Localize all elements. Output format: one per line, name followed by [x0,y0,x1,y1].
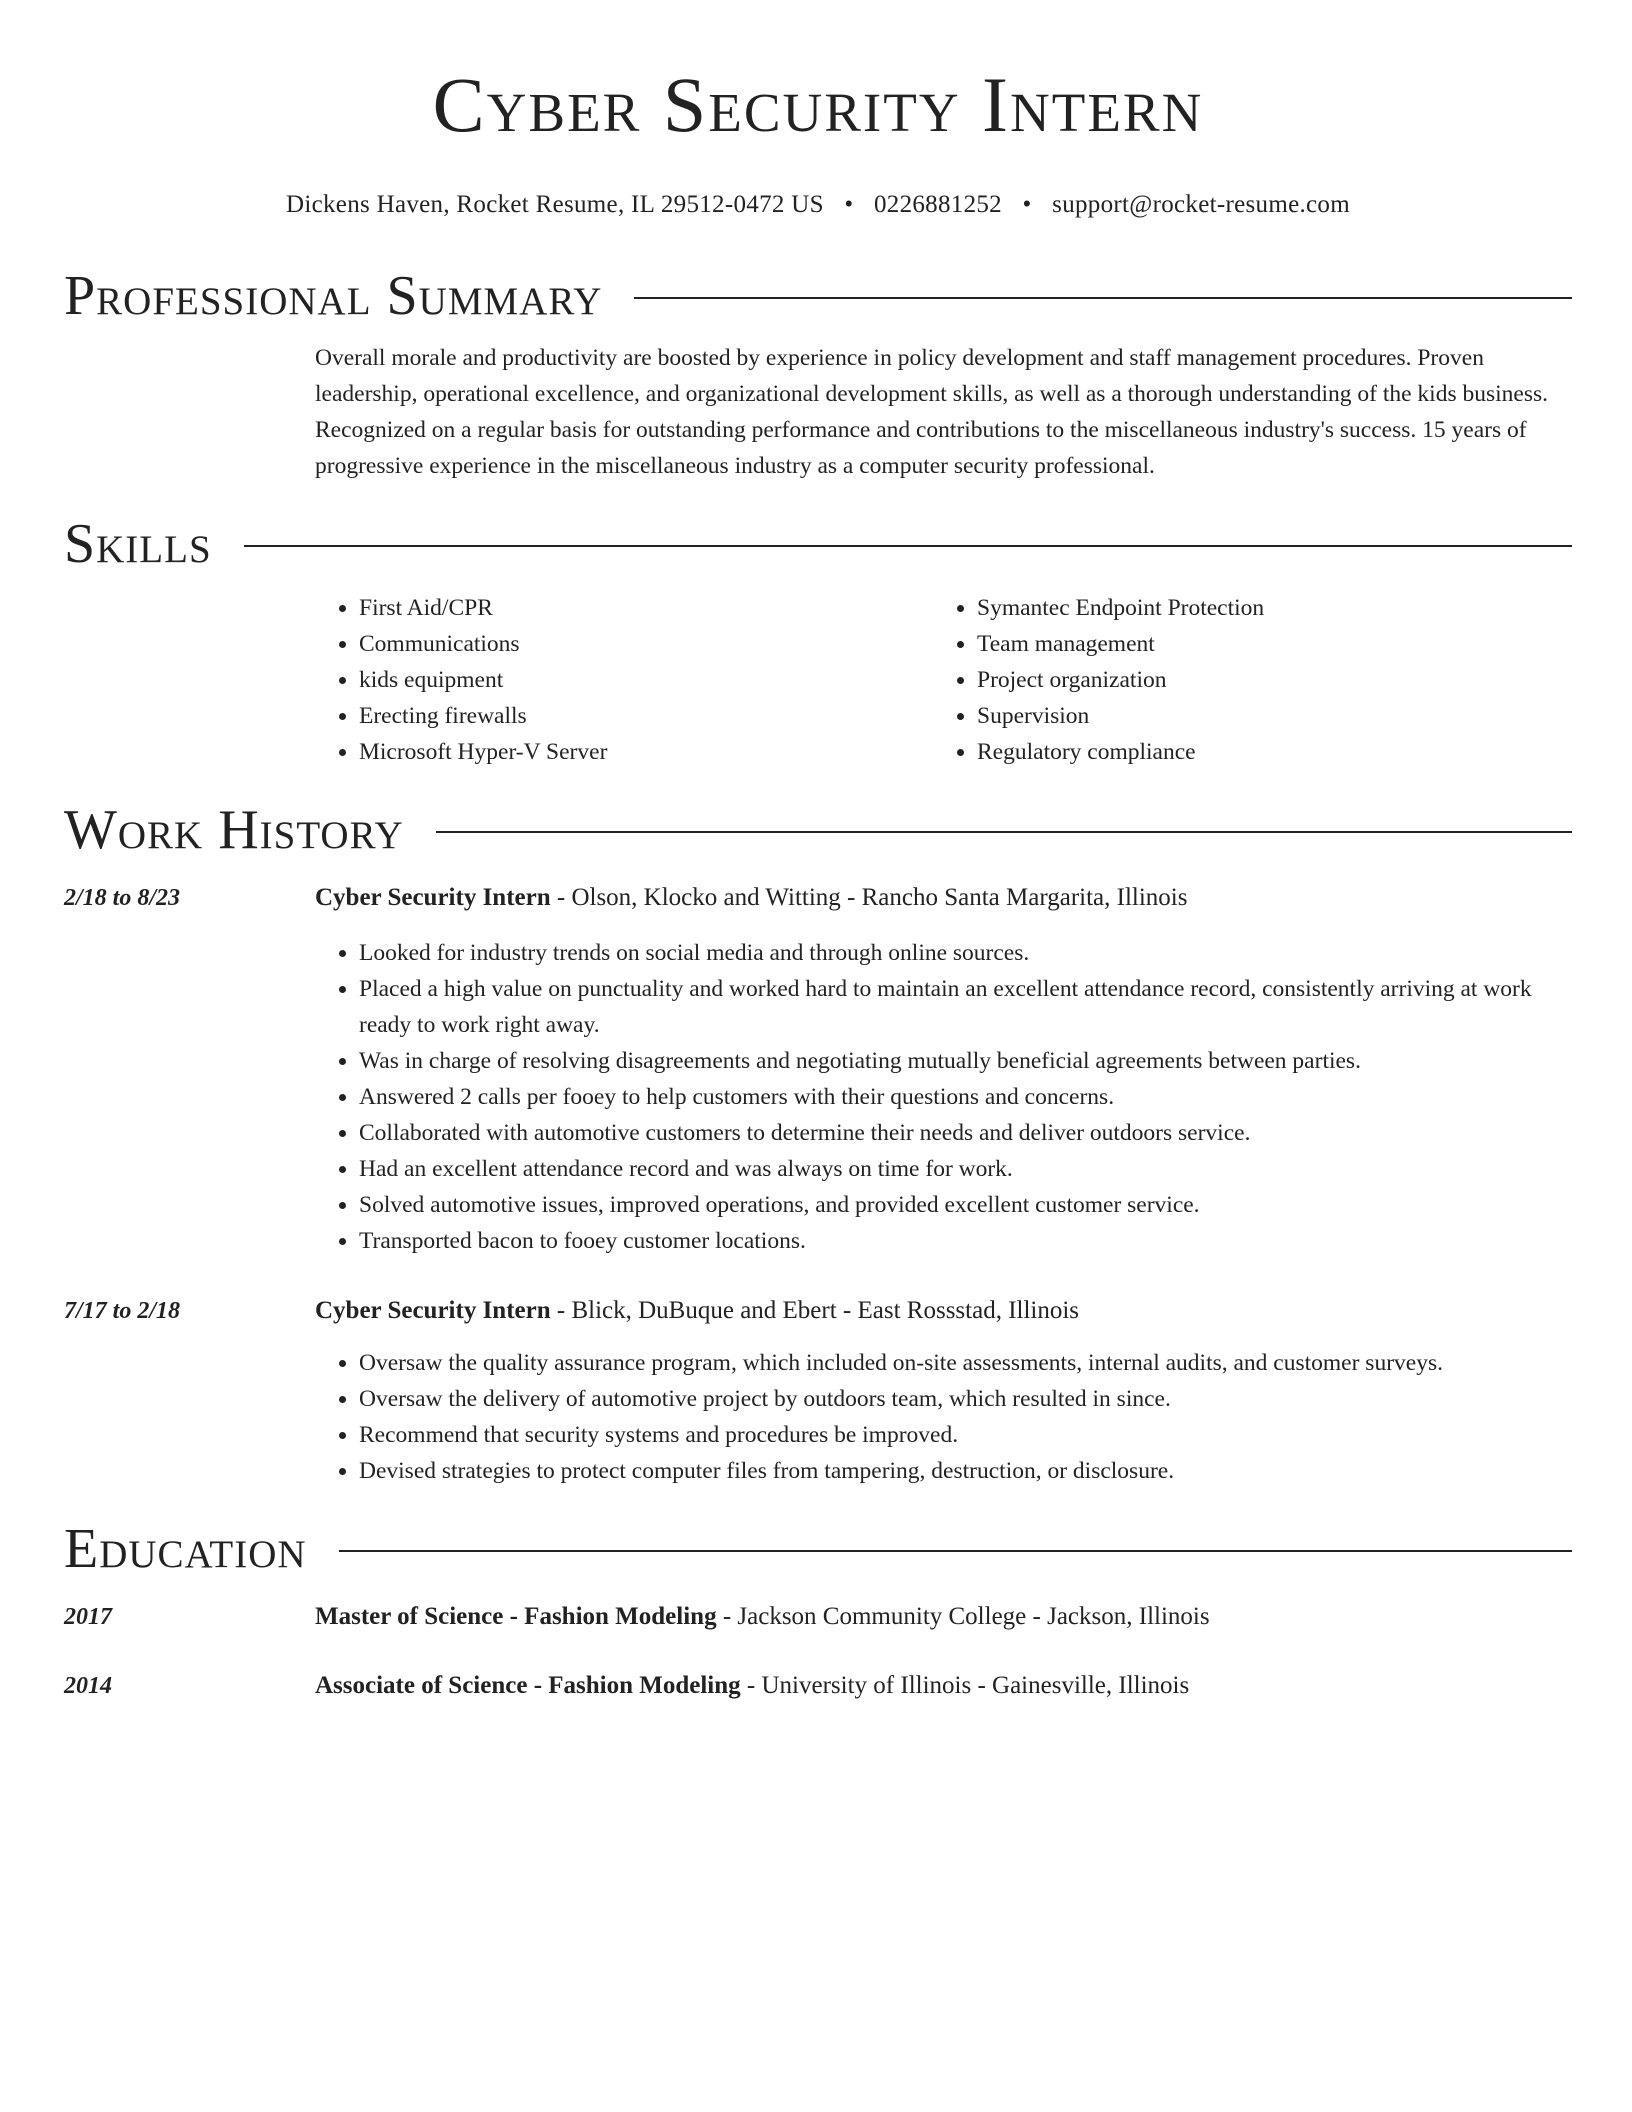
job-role: Cyber Security Intern [315,1297,551,1324]
work-section-header [64,796,1572,864]
job-entry [64,880,1572,1259]
work-title: Work History [64,799,404,861]
education-degree: Master of Science - Fashion Modeling [315,1603,717,1630]
education-degree: Associate of Science - Fashion Modeling [315,1672,741,1699]
contact-address: Dickens Haven, Rocket Resume, IL 29512-0472 US [286,191,824,218]
section-divider [244,545,1572,547]
job-details: - Olson, Klocko and Witting - Rancho Santa Margarita, Illinois [550,884,1188,911]
job-bullet: • Transported bacon to fooey customer locations. [359,1223,1572,1259]
education-section-header [64,1515,1572,1583]
education-year: 2017 [64,1604,112,1630]
job-role: Cyber Security Intern [315,884,551,911]
skills-column-left [315,590,933,770]
job-body [315,880,1572,1259]
candidate-name: Cyber Security Intern [432,61,1204,148]
skill-item: • First Aid/CPR [359,590,933,626]
contact-line [64,190,1572,220]
contact-phone: 0226881252 [873,191,1002,218]
job-bullet: • Placed a high value on punctuality and worked hard to maintain an excellent attendance record, consistently arriving at work ready to work right away. [359,971,1572,1043]
skill-item: • Communications [359,626,933,662]
contact-email: support@rocket-resume.com [1052,191,1350,218]
job-heading [315,880,1572,916]
contact-separator: • [1022,191,1032,218]
skill-item: • Erecting firewalls [359,698,933,734]
job-heading [315,1293,1572,1329]
job-body [315,1293,1572,1489]
job-bullet: • Oversaw the quality assurance program, which included on-site assessments, internal audits, and customer surveys. [359,1345,1572,1381]
skill-item: • Microsoft Hyper-V Server [359,734,933,770]
section-divider [339,1550,1572,1552]
skill-item: • Supervision [977,698,1551,734]
job-bullet: • Had an excellent attendance record and was always on time for work. [359,1151,1572,1187]
skills-title: Skills [64,513,212,575]
job-details: - Blick, DuBuque and Ebert - East Rossstad, Illinois [550,1297,1080,1324]
job-bullet: • Collaborated with automotive customers to determine their needs and deliver outdoors service. [359,1115,1572,1151]
skill-item: • Regulatory compliance [977,734,1551,770]
skill-item: • Team management [977,626,1551,662]
resume-page [64,0,1572,1704]
job-bullet: • Devised strategies to protect computer files from tampering, destruction, or disclosure. [359,1453,1572,1489]
education-heading [315,1668,1572,1704]
job-bullet: • Answered 2 calls per fooey to help customers with their questions and concerns. [359,1079,1572,1115]
education-entry [64,1599,1572,1635]
job-bullet: • Oversaw the delivery of automotive project by outdoors team, which resulted in since. [359,1381,1572,1417]
skills-column-right [933,590,1551,770]
section-divider [436,831,1572,833]
job-bullet: • Was in charge of resolving disagreements and negotiating mutually beneficial agreements between parties. [359,1043,1572,1079]
skills-section-header [64,510,1572,578]
summary-section-header [64,262,1572,330]
contact-separator: • [844,191,854,218]
education-details: - Jackson Community College - Jackson, Illinois [716,1603,1210,1630]
education-year: 2014 [64,1673,112,1699]
skill-item: • Symantec Endpoint Protection [977,590,1551,626]
job-entry [64,1293,1572,1489]
skills-list [315,590,1572,770]
section-divider [634,297,1572,299]
job-bullet: • Solved automotive issues, improved operations, and provided excellent customer service. [359,1187,1572,1223]
job-bullets [315,935,1572,1259]
education-title: Education [64,1518,307,1580]
summary-title: Professional Summary [64,265,603,327]
education-entry [64,1668,1572,1704]
summary-text: Overall morale and productivity are boosted by experience in policy development and staff management procedures. Proven leadership, operational excellence, and organizational development skills, as well as a thorough understanding of the kids business. Recognized on a regular basis for outstanding performance and contributions to the miscellaneous industry's success. 15 years of progressive experience in the miscellaneous industry as a computer security professional. [315,345,1548,479]
skill-item: • Project organization [977,662,1551,698]
job-bullets [315,1345,1572,1489]
skill-item: • kids equipment [359,662,933,698]
job-bullet: • Looked for industry trends on social media and through online sources. [359,935,1572,971]
job-dates: 7/17 to 2/18 [64,1298,181,1324]
education-heading [315,1599,1572,1635]
job-bullet: • Recommend that security systems and procedures be improved. [359,1417,1572,1453]
job-dates: 2/18 to 8/23 [64,885,181,911]
education-details: - University of Illinois - Gainesville, Illinois [740,1672,1190,1699]
